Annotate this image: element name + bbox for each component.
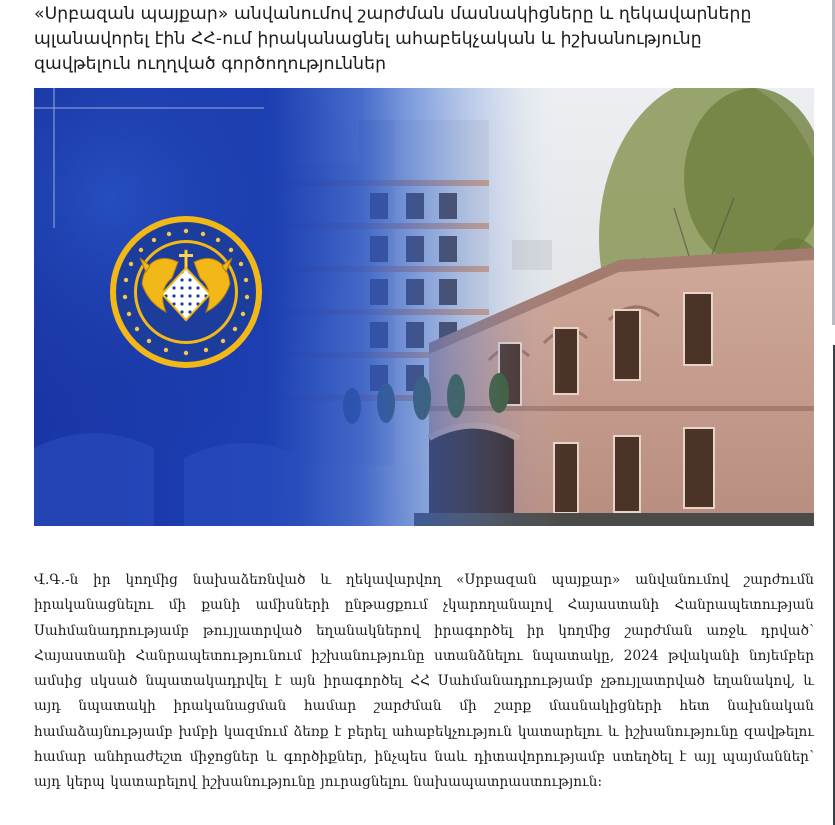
hero-image [34, 88, 814, 526]
article-headline: «Սրբազան պայքար» անվանումով շարժման մասնակիցները և ղեկավարները պլանավորել էին ՀՀ-ում իրականացնել ահաբեկչական և իշխանությունը զավթելուն ուղղված գործողություններ [34, 4, 752, 74]
security-service-emblem [110, 216, 262, 368]
article-body: Վ.Գ.-ն իր կողմից նախաձեռնված և ղեկավարվող «Սրբազան պայքար» անվանումով շարժումն իրականացնելու մի քանի ամիսների ընթացքում չկարողանալով Հայաստանի Հանրապետության Սահմանադրությամբ թույլատրված եղանակներով իրագործել իր կողմից շարժման առջև դրված՝ Հայաստանի Հանրապետությունում իշխանությունը ստանձնելու նպատակը, 2024 թվականի նոյեմբեր ամսից սկսած նպատակադրվել է այն իրագործել ՀՀ Սահմանադրությամբ չթույլատրված եղանակով, և այդ նպատակի իրականացման համար շարժման մի շարք մասնակիցների հետ նախնական համաձայնությամբ խմբի կազմում ձեռք է բերել ահաբեկչություն կատարելու և իշխանությունը զավթելու համար անհրաժեշտ միջոցներ և գործիքներ, ինչպես նաև դիտավորությամբ ստեղծել է այլ պայմաններ՝ այդ կերպ կատարելով իշխանությունը յուրացնելու նախապատրաստություն։ [34, 572, 814, 791]
building-photo [34, 88, 814, 526]
